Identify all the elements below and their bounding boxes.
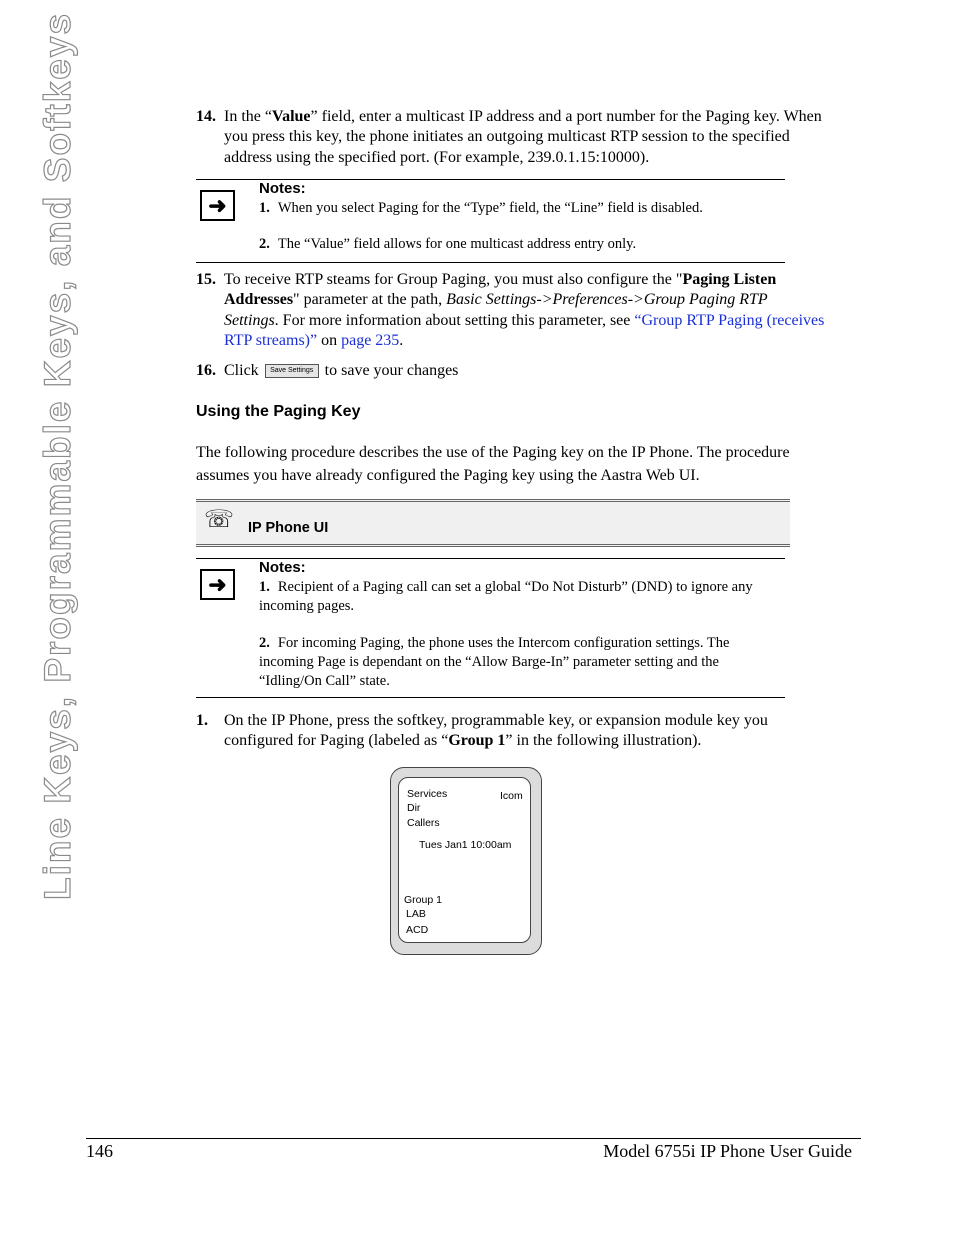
note-item: 2. For incoming Paging, the phone uses the Intercom configuration settings. The incoming Page is dependant on the “Allow Barge-In” parameter setting and the “Idling/On Call” state.	[259, 635, 730, 689]
footer-title: Model 6755i IP Phone User Guide	[603, 1141, 852, 1161]
step-number: 15.	[196, 271, 216, 288]
notes-heading: Notes:	[259, 559, 306, 576]
banner-label: IP Phone UI	[248, 520, 329, 536]
screen-label-services: Services	[407, 788, 448, 800]
screen-label-acd: ACD	[406, 924, 429, 936]
screen-label-dir: Dir	[407, 802, 421, 814]
save-settings-button: Save Settings	[265, 364, 319, 378]
section-heading: Using the Paging Key	[196, 403, 361, 420]
notes-bottom-rule	[196, 697, 785, 698]
notes-bottom-rule	[196, 262, 785, 263]
ip-phone-ui-banner	[196, 499, 790, 547]
step-text: Click Save Settings to save your changes	[224, 362, 459, 379]
page-link[interactable]: page 235	[341, 331, 400, 349]
page-number: 146	[86, 1141, 113, 1161]
arrow-right-icon: ➜	[200, 190, 235, 221]
footer-rule	[86, 1138, 861, 1139]
arrow-right-icon: ➜	[200, 569, 235, 600]
step-number: 1.	[196, 712, 208, 729]
step-16	[196, 361, 826, 381]
intro-paragraph: The following procedure describes the use of the Paging key on the IP Phone. The procedure assumes you have already configured the Paging key using the Aastra Web UI.	[196, 444, 790, 484]
phone-screen	[398, 777, 531, 943]
note-item: 1. When you select Paging for the “Type” field, the “Line” field is disabled.	[259, 200, 703, 216]
step-number: 14.	[196, 108, 216, 125]
note-item: 2. The “Value” field allows for one multicast address entry only.	[259, 236, 637, 252]
phone-icon: ☏	[204, 507, 235, 533]
side-tab-title: Line Keys, Programmable Keys, and Softkeys	[37, 11, 78, 900]
screen-label-icom: Icom	[500, 790, 523, 802]
step-1	[196, 711, 826, 752]
step-text: On the IP Phone, press the softkey, programmable key, or expansion module key you configured for Paging (labeled as “Group 1” in the following illustration).	[224, 712, 768, 750]
step-15	[196, 270, 826, 351]
step-number: 16.	[196, 362, 216, 379]
note-item: 1. Recipient of a Paging call can set a global “Do Not Disturb” (DND) to ignore any incoming pages.	[259, 579, 753, 614]
step-14	[196, 107, 826, 168]
screen-datetime: Tues Jan1 10:00am	[419, 839, 512, 851]
screen-label-callers: Callers	[407, 817, 440, 829]
cross-reference-link[interactable]: “Group RTP Paging (receives RTP streams)”	[224, 311, 825, 349]
step-text: To receive RTP steams for Group Paging, you must also configure the "Paging Listen Addresses" parameter at the path, Basic Settings->Preferences->Group Paging RTP Settings. For more information about setting this parameter, see “Group RTP Paging (receives RTP streams)” on page 235.	[224, 271, 825, 349]
notes-heading: Notes:	[259, 180, 306, 197]
step-text: In the “Value” field, enter a multicast IP address and a port number for the Paging key. When you press this key, the phone initiates an outgoing multicast RTP session to the specified address using the specified port. (For example, 239.0.1.15:10000).	[224, 108, 822, 166]
screen-label-group1: Group 1	[404, 894, 442, 906]
screen-label-lab: LAB	[406, 908, 426, 920]
